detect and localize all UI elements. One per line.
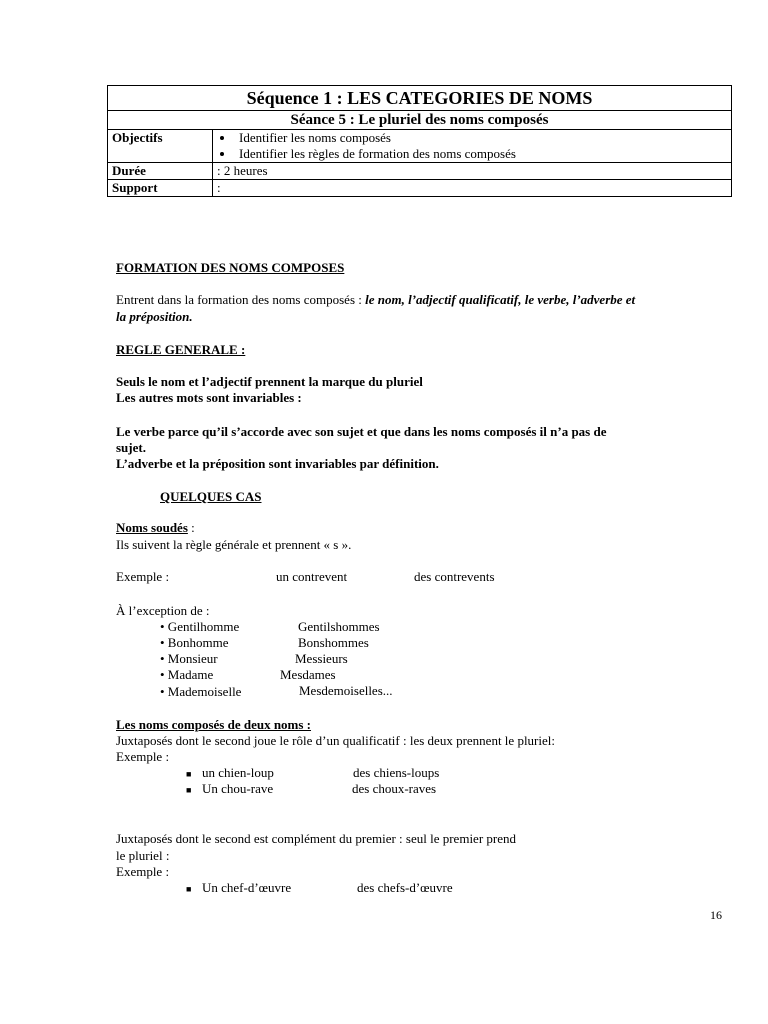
exception-singular: • Madame	[160, 667, 214, 682]
square-bullet-icon: ■	[186, 769, 192, 779]
page-number: 16	[710, 908, 722, 922]
deux-noms-heading: Les noms composés de deux noms :	[116, 717, 312, 732]
formation-elements: le nom, l’adjectif qualificatif, le verbe, l’adverbe et	[365, 292, 636, 307]
regle-line: L’adverbe et la préposition sont invariables par définition.	[116, 456, 439, 471]
formation-intro-line	[116, 292, 635, 308]
exception-label: À l’exception de :	[116, 603, 210, 618]
support-label: Support	[108, 180, 213, 197]
exception-singular: • Gentilhomme	[160, 619, 240, 634]
exception-plural: Gentilshommes	[298, 619, 380, 634]
square-bullet-icon: ■	[186, 884, 192, 894]
exemple-singular: un contrevent	[276, 569, 348, 584]
regle-line: Les autres mots sont invariables :	[116, 390, 302, 405]
example-singular: un chien-loup	[202, 765, 274, 780]
exception-plural: Messieurs	[295, 651, 348, 666]
example-plural: des chiens-loups	[353, 765, 440, 780]
support-value: :	[213, 180, 732, 197]
regle-line: Seuls le nom et l’adjectif prennent la marque du pluriel	[116, 374, 423, 389]
example-plural: des choux-raves	[352, 781, 437, 796]
example-singular: Un chou-rave	[202, 781, 274, 796]
qualif-example	[186, 765, 274, 782]
exception-plural: Mesdames	[280, 667, 336, 682]
qualif-rule: Juxtaposés dont le second joue le rôle d’un qualificatif : les deux prennent le pluriel:	[116, 733, 555, 748]
formation-intro: Entrent dans la formation des noms composés :	[116, 292, 362, 307]
complement-rule-end: le pluriel :	[116, 848, 170, 863]
regle-heading: REGLE GENERALE :	[116, 342, 246, 357]
example-plural: des chefs-d’œuvre	[357, 880, 453, 895]
sequence-title: Séquence 1 : LES CATEGORIES DE NOMS	[108, 86, 732, 111]
regle-line: sujet.	[116, 440, 146, 455]
soudes-label: Noms soudés	[116, 520, 188, 535]
objectif-item: • Identifier les noms composés	[235, 130, 727, 146]
exemple-plural: des contrevents	[414, 569, 495, 584]
objectif-item: • Identifier les règles de formation des noms composés	[235, 146, 727, 162]
complement-rule: Juxtaposés dont le second est complément du premier : seul le premier prend	[116, 831, 516, 846]
exception-singular: • Bonhomme	[160, 635, 229, 650]
soudes-rule: Ils suivent la règle générale et prennent « s ».	[116, 537, 352, 552]
objectifs-cell	[213, 130, 732, 163]
objectifs-label: Objectifs	[108, 130, 213, 163]
duree-value: : 2 heures	[213, 163, 732, 180]
soudes-colon: :	[187, 520, 195, 535]
exemple-label: Exemple :	[116, 569, 170, 584]
exemple-label: Exemple :	[116, 864, 170, 879]
duree-label: Durée	[108, 163, 213, 180]
qualif-example	[186, 781, 273, 798]
example-singular: Un chef-d’œuvre	[202, 880, 292, 895]
soudes-heading-line	[116, 520, 195, 536]
formation-elements-end: la préposition.	[116, 309, 193, 324]
exception-plural: Mesdemoiselles...	[299, 683, 393, 698]
square-bullet-icon: ■	[186, 785, 192, 795]
exception-singular: • Monsieur	[160, 651, 218, 666]
complement-example	[186, 880, 291, 897]
exception-plural: Bonshommes	[298, 635, 369, 650]
lesson-header-table	[107, 85, 732, 197]
exemple-label: Exemple :	[116, 749, 170, 764]
cas-heading: QUELQUES CAS	[160, 489, 262, 504]
exception-singular: • Mademoiselle	[160, 684, 242, 699]
formation-heading: FORMATION DES NOMS COMPOSES	[116, 260, 345, 275]
seance-title: Séance 5 : Le pluriel des noms composés	[108, 111, 732, 130]
regle-line: Le verbe parce qu’il s’accorde avec son sujet et que dans les noms composés il n’a pas de	[116, 424, 607, 439]
